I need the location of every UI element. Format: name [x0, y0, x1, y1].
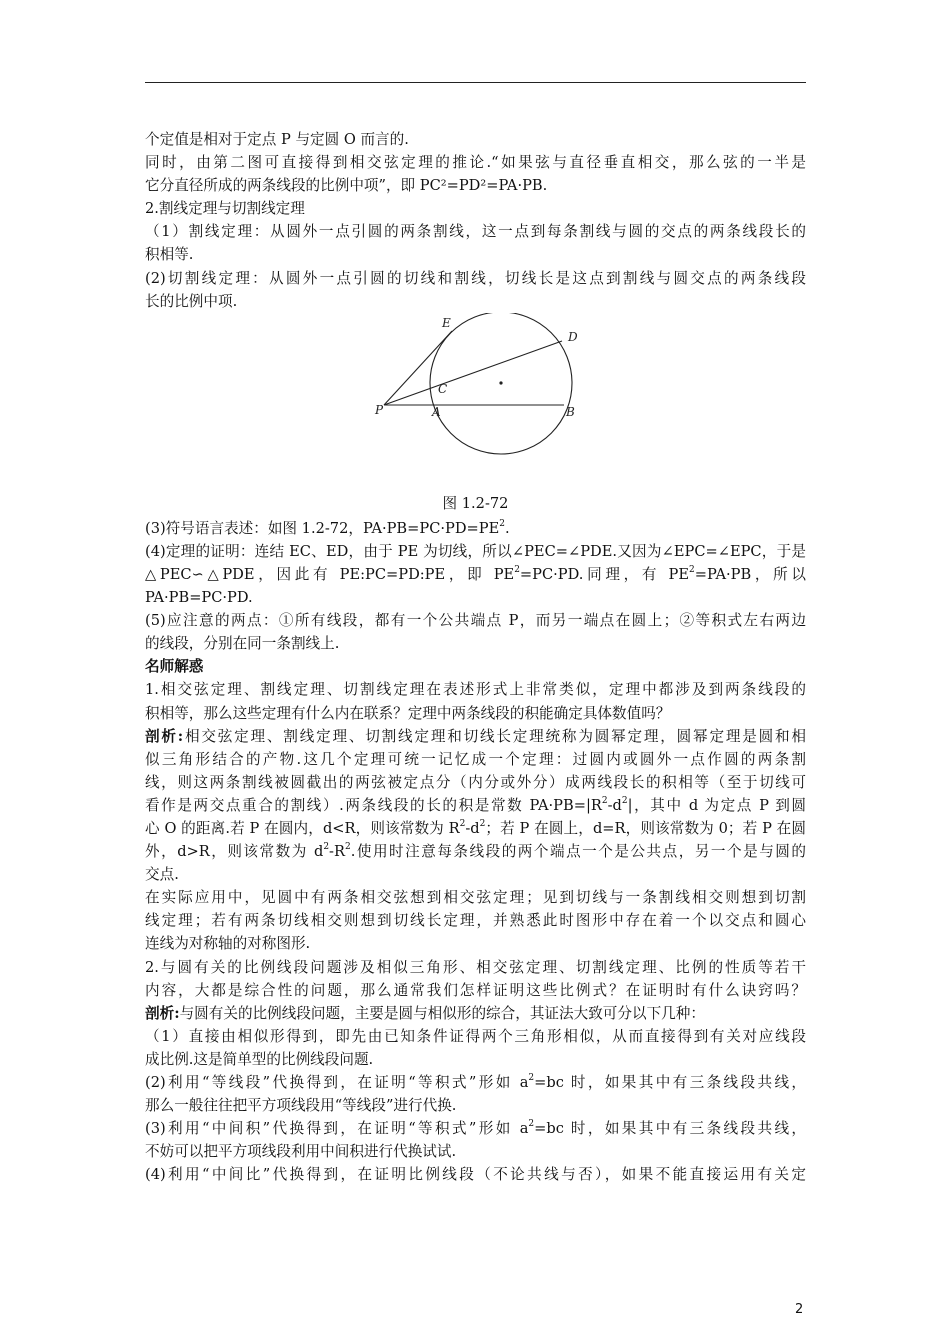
tangent-secant-diagram	[370, 313, 610, 491]
text-line: 似三角形结合的产物.这几个定理可统一记忆成一个定理：过圆内或圆外一点作圆的两条割	[145, 750, 806, 768]
text-line: 剖析:相交弦定理、割线定理、切割线定理和切线长定理统称为圆幂定理，圆幂定理是圆和相	[145, 727, 806, 745]
figure-1-2-72	[145, 313, 806, 491]
text-line: (2)利用“等线段”代换得到，在证明“等积式”形如 $a^2=bc$ 时，如果其中有三条线段共线，	[145, 1073, 807, 1091]
figure-caption: 图 1.2-72	[442, 494, 509, 512]
text-line: 看作是两交点重合的割线）.两条线段的长的积是常数 $PA\cdot PB=|R^2-d^2|$，其中 d 为定点 P 到圆	[145, 796, 806, 814]
text-line: 在实际应用中，见圆中有两条相交弦想到相交弦定理；见到切线与一条割线相交则想到切割	[145, 889, 806, 907]
text-line: (2)切割线定理：从圆外一点引圆的切线和割线，切线长是这点到割线与圆交点的两条线段	[145, 269, 806, 287]
text-line: 剖析:与圆有关的比例线段问题，主要是圆与相似形的综合，其证法大致可分以下几种：	[145, 1004, 705, 1022]
page-body	[145, 128, 806, 1186]
label-e: E	[442, 315, 451, 330]
section-title: 2.割线定理与切割线定理	[145, 200, 305, 218]
analysis-label: 剖析:	[145, 1004, 180, 1022]
text-line: 同时，由第二图可直接得到相交弦定理的推论.“如果弦与直径垂直相交，那么弦的一半是	[145, 154, 806, 172]
label-a: A	[432, 404, 441, 419]
page-number: 2	[795, 1302, 804, 1317]
text-line: (5)应注意的两点：①所有线段，都有一个公共端点 P，而另一端点在圆上；②等积式左右两边	[145, 612, 806, 630]
text-line: 那么一般往往把平方项线段用“等线段”进行代换.	[145, 1097, 457, 1115]
text-line: 2.与圆有关的比例线段问题涉及相似三角形、相交弦定理、切割线定理、比例的性质等若干	[145, 958, 806, 976]
header-rule	[145, 82, 806, 83]
text-line: 的线段，分别在同一条割线上.	[145, 635, 340, 653]
text-line: 它分直径所成的两条线段的比例中项”，即 PC²=PD²=PA·PB.	[145, 177, 548, 195]
section-heading: 名师解惑	[145, 658, 204, 676]
text-line: 1.相交弦定理、割线定理、切割线定理在表述形式上非常类似，定理中都涉及到两条线段的	[145, 681, 806, 699]
text-line: 连线为对称轴的对称图形.	[145, 935, 311, 953]
text-line: PA·PB=PC·PD.	[145, 589, 253, 607]
text-line: 个定值是相对于定点 P 与定圆 O 而言的.	[145, 131, 409, 148]
text-line: 心 O 的距离.若 P 在圆内，d<R，则该常数为 $R^2-d^2$；若 P 在圆上，d=R，则该常数为 0；若 P 在圆	[145, 819, 806, 837]
text-line: 线，则这两条割线被圆截出的两弦被定点分（内分或外分）成两线段长的积相等（至于切线可	[145, 773, 806, 791]
label-b: B	[566, 404, 575, 419]
text-line: 积相等，那么这些定理有什么内在联系？定理中两条线段的积能确定具体数值吗？	[145, 704, 671, 722]
text-line: 成比例.这是简单型的比例线段问题.	[145, 1050, 374, 1068]
label-d: D	[568, 329, 578, 344]
text-line: （1）割线定理：从圆外一点引圆的两条割线，这一点到每条割线与圆的交点的两条线段长的	[145, 223, 806, 241]
label-p: P	[375, 402, 384, 417]
text-line: 积相等.	[145, 246, 194, 264]
text-line: △PEC∽△PDE，因此有 PE:PC=PD:PE，即 $PE^2=PC\cdot PD$.同理，有 $PE^2=PA\cdot PB$，所以	[145, 565, 806, 583]
analysis-label: 剖析:	[145, 727, 184, 745]
text-line: 线定理；若有两条切线相交则想到切线长定理，并熟悉此时图形中存在着一个以交点和圆心	[145, 912, 806, 930]
text-line: 内容，大都是综合性的问题，那么通常我们怎样证明这些比例式？在证明时有什么诀窍吗？	[145, 981, 806, 999]
text-line: (3)利用“中间积”代换得到，在证明“等积式”形如 $a^2=bc$ 时，如果其中有三条线段共线，	[145, 1119, 807, 1138]
text-line: 长的比例中项.	[145, 292, 238, 310]
center-point	[499, 381, 502, 384]
label-c: C	[438, 381, 448, 396]
text-line: (3)符号语言表述：如图 1.2-72，$PA\cdot PB=PC\cdot PD=PE^2$.	[145, 518, 510, 537]
text-line: 外，d>R，则该常数为 $d^2-R^2$.使用时注意每条线段的两个端点一个是公共点，另一个是与圆的	[145, 842, 806, 861]
text-line: (4)利用“中间比”代换得到，在证明比例线段（不论共线与否），如果不能直接运用有关定	[145, 1166, 806, 1184]
text-line: 交点.	[145, 866, 179, 884]
text-line: （1）直接由相似形得到，即先由已知条件证得两个三角形相似，从而直接得到有关对应线段	[145, 1027, 806, 1045]
text-line: 不妨可以把平方项线段利用中间积进行代换试试.	[145, 1143, 457, 1161]
secant-pcd	[384, 341, 562, 405]
text-line: (4)定理的证明：连结 EC、ED，由于 PE 为切线，所以∠PEC=∠PDE.又因为∠EPC=∠EPC，于是	[145, 542, 806, 560]
